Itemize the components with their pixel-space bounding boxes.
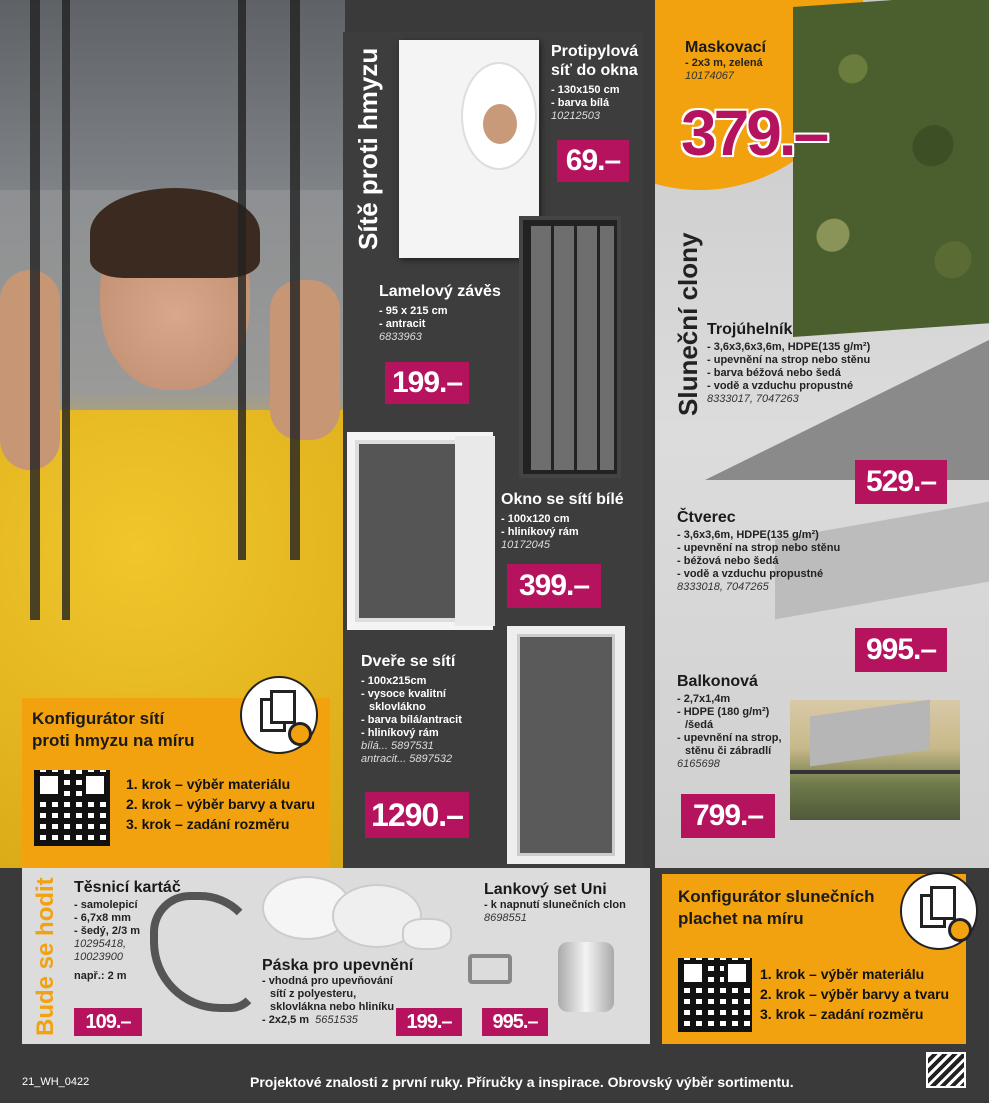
- spec: - barva bílá/antracit: [361, 714, 462, 726]
- spec: - 2x2,5 m: [262, 1014, 310, 1026]
- configurator-steps: 1. krok – výběr materiálu 2. krok – výběr barvy a tvaru 3. krok – zadání rozměru: [760, 966, 950, 1022]
- hornbach-logo-icon: [926, 1052, 966, 1088]
- configurator-icon: [900, 872, 978, 950]
- spec: - vhodná pro upevňování: [262, 975, 393, 987]
- spec: - vodě a vzduchu propustné: [677, 568, 824, 580]
- product-code: antracit... 5897532: [361, 753, 453, 765]
- product-name: Maskovací: [685, 39, 766, 56]
- footer-slogan: Projektové znalosti z první ruky. Příručky a inspirace. Obrovský výběr sortimentu.: [250, 1074, 794, 1090]
- configurator-icon: [240, 676, 318, 754]
- spec: - 95 x 215 cm: [379, 305, 448, 317]
- product-code: 10174067: [685, 70, 734, 82]
- spec: - hliníkový rám: [361, 727, 439, 739]
- spec: - 3,6x3,6x3,6m, HDPE(135 g/m²): [707, 341, 871, 353]
- spec: - k napnutí slunečních clon: [484, 899, 626, 911]
- product-code: bílá... 5897531: [361, 740, 434, 752]
- page-code: 21_WH_0422: [22, 1076, 90, 1088]
- product-code: 10023900: [74, 951, 123, 963]
- product-name: Trojúhelník: [707, 321, 793, 338]
- spec: - 100x120 cm: [501, 513, 570, 525]
- spec: - upevnění na strop nebo stěnu: [677, 542, 841, 554]
- product-code: 6833963: [379, 331, 422, 343]
- lamella-curtain-image: [519, 216, 621, 478]
- product-name: Těsnicí kartáč: [74, 879, 181, 896]
- product-code: 10212503: [551, 110, 600, 122]
- spec: - 2x3 m, zelená: [685, 57, 763, 69]
- product-name: Balkonová: [677, 673, 758, 690]
- spec: - 2,7x1,4m: [677, 693, 731, 705]
- price-tag[interactable]: 529.–: [855, 460, 947, 504]
- spec: - hliníkový rám: [501, 526, 579, 538]
- product-code: 8333017, 7047263: [707, 393, 799, 405]
- price-tag[interactable]: 995.–: [855, 628, 947, 672]
- spec: - HDPE (180 g/m²): [677, 706, 770, 718]
- footer: [0, 1060, 989, 1103]
- spec: sítí z polyesteru,: [270, 988, 357, 1000]
- price-tag[interactable]: 399.–: [507, 564, 601, 608]
- spec: stěnu či zábradlí: [685, 745, 772, 757]
- qr-code[interactable]: [678, 958, 752, 1032]
- spec: - šedý, 2/3 m: [74, 925, 141, 937]
- spec: - barva béžová nebo šedá: [707, 367, 841, 379]
- spec: - 130x150 cm: [551, 84, 620, 96]
- product-name: Dveře se sítí: [361, 653, 456, 670]
- price-tag[interactable]: 995.–: [482, 1008, 548, 1036]
- product-name: Protipylová síť do okna: [551, 43, 639, 79]
- price-tag[interactable]: 69.–: [557, 140, 629, 182]
- note: např.: 2 m: [74, 970, 127, 982]
- brush-seal-image: [150, 892, 260, 1012]
- price-tag[interactable]: 199.–: [396, 1008, 462, 1036]
- product-name: Lamelový závěs: [379, 283, 501, 300]
- cable-set-image: [558, 942, 614, 1012]
- spec: - antracit: [379, 318, 426, 330]
- spec: - samolepicí: [74, 899, 138, 911]
- spec: - 100x215cm: [361, 675, 427, 687]
- spec: - béžová nebo šedá: [677, 555, 779, 567]
- spec: sklovlákno: [369, 701, 426, 713]
- price-tag[interactable]: 799.–: [681, 794, 775, 838]
- product-code: 6165698: [677, 758, 720, 770]
- door-net-image: [507, 626, 625, 864]
- spec: - upevnění na strop,: [677, 732, 782, 744]
- spec: /šedá: [685, 719, 714, 731]
- product-name: Okno se sítí bílé: [501, 491, 624, 508]
- configurator-steps: 1. krok – výběr materiálu 2. krok – výběr barvy a tvaru 3. krok – zadání rozměru: [126, 776, 316, 832]
- product-name: Lankový set Uni: [484, 881, 607, 898]
- spec: - vysoce kvalitní: [361, 688, 446, 700]
- product-code: 8333018, 7047265: [677, 581, 769, 593]
- spec: sklovlákna nebo hliníku: [270, 1001, 395, 1013]
- section-title-insect-nets: Sítě proti hmyzu: [353, 47, 383, 250]
- product-code: 10172045: [501, 539, 550, 551]
- configurator-title: Konfigurátor sítí proti hmyzu na míru: [32, 709, 195, 750]
- section-title-accessories: Bude se hodit: [32, 877, 59, 1036]
- accessories-strip: [22, 868, 650, 1044]
- price-tag[interactable]: 1290.–: [365, 792, 469, 838]
- insect-nets-column: [343, 32, 643, 868]
- spec: - 3,6x3,6m, HDPE(135 g/m²): [677, 529, 819, 541]
- price-tag[interactable]: 109.–: [74, 1008, 142, 1036]
- qr-code[interactable]: [34, 770, 110, 846]
- price-tag[interactable]: 199.–: [385, 362, 469, 404]
- product-name: Páska pro upevnění: [262, 957, 414, 974]
- sunshades-column: [655, 0, 989, 868]
- balcony-sail-image: [790, 700, 960, 820]
- configurator-title: Konfigurátor slunečních plachet na míru: [678, 887, 875, 928]
- spec: - 6,7x8 mm: [74, 912, 131, 924]
- price-tag-large[interactable]: 379.–: [681, 97, 827, 169]
- product-name: Čtverec: [677, 509, 736, 526]
- section-title-sunshades: Sluneční clony: [673, 232, 703, 416]
- product-code: 10295418,: [74, 938, 126, 950]
- spec: - vodě a vzduchu propustné: [707, 380, 854, 392]
- spec: - upevnění na strop nebo stěnu: [707, 354, 871, 366]
- product-code: 5651535: [315, 1014, 358, 1026]
- product-code: 8698551: [484, 912, 527, 924]
- spec: - barva bílá: [551, 97, 610, 109]
